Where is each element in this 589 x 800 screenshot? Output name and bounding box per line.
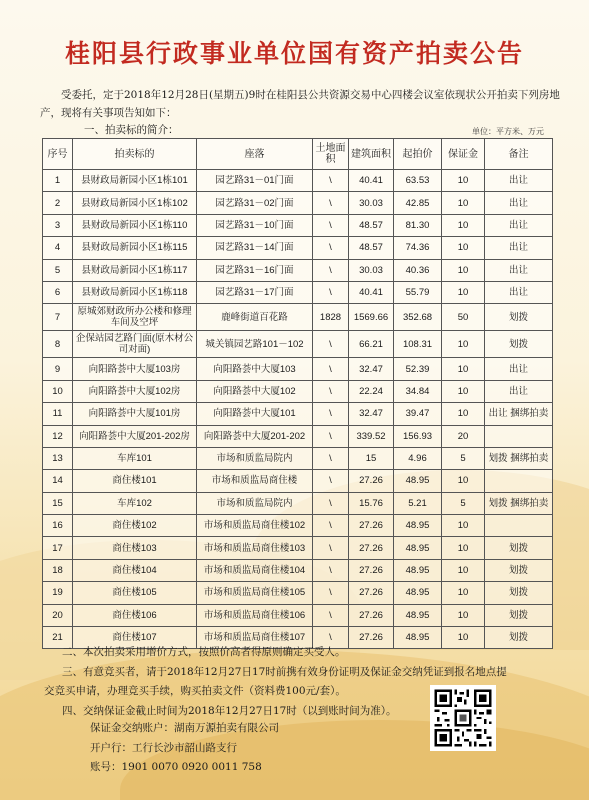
cell-seq: 18: [43, 559, 73, 581]
table-row: [43, 425, 553, 447]
cell-remark: [485, 515, 553, 537]
cell-building-area: 48.57: [349, 237, 394, 259]
note-3-cont: 交竞买申请，办理竞买手续，购买拍卖文件（资料费100元/套）。: [44, 685, 346, 697]
cell-deposit: 10: [442, 237, 485, 259]
cell-land-area: 1828: [313, 304, 349, 331]
cell-deposit: 10: [442, 537, 485, 559]
cell-location: 园艺路31－10门面: [197, 214, 313, 236]
cell-land-area: \: [313, 259, 349, 281]
cell-land-area: \: [313, 331, 349, 358]
cell-item: 县财政局新园小区1栋110: [73, 214, 197, 236]
cell-item: 县财政局新园小区1栋115: [73, 237, 197, 259]
page-title: 桂阳县行政事业单位国有资产拍卖公告: [64, 39, 524, 68]
cell-start-price: 48.95: [394, 604, 442, 626]
cell-item: 县财政局新园小区1栋118: [73, 281, 197, 303]
cell-land-area: \: [313, 470, 349, 492]
unit-note: 单位：平方米、万元: [472, 127, 544, 136]
cell-start-price: 48.95: [394, 537, 442, 559]
cell-start-price: 48.95: [394, 515, 442, 537]
cell-location: 向阳路荟中大厦201-202: [197, 425, 313, 447]
cell-deposit: 10: [442, 627, 485, 649]
table-row: [43, 192, 553, 214]
cell-start-price: 156.93: [394, 425, 442, 447]
cell-building-area: 27.26: [349, 604, 394, 626]
cell-seq: 4: [43, 237, 73, 259]
cell-item: 企保站园艺路门面(原木材公司对面): [73, 331, 197, 358]
qr-code-icon: [430, 685, 496, 751]
cell-seq: 9: [43, 358, 73, 380]
cell-location: 市场和质监局商住楼105: [197, 582, 313, 604]
cell-land-area: \: [313, 492, 349, 514]
intro-paragraph: 受委托，定于2018年12月28日(星期五)9时在桂阳县公共资源交易中心四楼会议室依现状公开拍卖下列房地产，现将有关事项告知如下：: [40, 89, 560, 119]
cell-deposit: 10: [442, 358, 485, 380]
cell-land-area: \: [313, 447, 349, 469]
cell-deposit: 5: [442, 492, 485, 514]
cell-seq: 16: [43, 515, 73, 537]
cell-building-area: 27.26: [349, 582, 394, 604]
cell-location: 市场和质监局商住楼: [197, 470, 313, 492]
cell-start-price: 52.39: [394, 358, 442, 380]
cell-deposit: 10: [442, 470, 485, 492]
header-seq: 序号: [43, 139, 73, 170]
cell-item: 车库101: [73, 447, 197, 469]
cell-location: 市场和质监局商住楼106: [197, 604, 313, 626]
table-row: [43, 170, 553, 192]
cell-seq: 10: [43, 380, 73, 402]
table-row: [43, 470, 553, 492]
cell-deposit: 10: [442, 214, 485, 236]
cell-land-area: \: [313, 170, 349, 192]
table-row: [43, 237, 553, 259]
bank-branch: 开户行：工行长沙市韶山路支行: [90, 741, 237, 754]
cell-building-area: 30.03: [349, 192, 394, 214]
cell-start-price: 48.95: [394, 582, 442, 604]
table-row: [43, 537, 553, 559]
cell-start-price: 63.53: [394, 170, 442, 192]
cell-item: 商住楼104: [73, 559, 197, 581]
header-building-area: 建筑面积: [349, 139, 394, 170]
cell-deposit: 10: [442, 582, 485, 604]
cell-start-price: 48.95: [394, 559, 442, 581]
header-deposit: 保证金: [442, 139, 485, 170]
bank-account: 账号：1901 0070 0920 0011 758: [90, 761, 262, 773]
cell-seq: 6: [43, 281, 73, 303]
cell-land-area: \: [313, 582, 349, 604]
cell-start-price: 48.95: [394, 627, 442, 649]
cell-deposit: 10: [442, 170, 485, 192]
cell-seq: 14: [43, 470, 73, 492]
cell-remark: 划拨: [485, 304, 553, 331]
cell-building-area: 32.47: [349, 358, 394, 380]
cell-start-price: 55.79: [394, 281, 442, 303]
cell-land-area: \: [313, 604, 349, 626]
cell-seq: 5: [43, 259, 73, 281]
table-row: [43, 214, 553, 236]
cell-seq: 20: [43, 604, 73, 626]
table-row: [43, 331, 553, 358]
cell-start-price: 42.85: [394, 192, 442, 214]
cell-location: 市场和质监局商住楼102: [197, 515, 313, 537]
table-row: [43, 515, 553, 537]
cell-item: 商住楼103: [73, 537, 197, 559]
cell-location: 市场和质监局院内: [197, 492, 313, 514]
cell-remark: 出让: [485, 380, 553, 402]
table-row: [43, 447, 553, 469]
cell-location: 向阳路荟中大厦101: [197, 403, 313, 425]
cell-building-area: 48.57: [349, 214, 394, 236]
cell-remark: 出让: [485, 237, 553, 259]
cell-building-area: 1569.66: [349, 304, 394, 331]
header-remark: 备注: [485, 139, 553, 170]
cell-start-price: 34.84: [394, 380, 442, 402]
cell-land-area: \: [313, 537, 349, 559]
cell-location: 园艺路31－16门面: [197, 259, 313, 281]
cell-location: 向阳路荟中大厦103: [197, 358, 313, 380]
cell-building-area: 40.41: [349, 281, 394, 303]
cell-building-area: 22.24: [349, 380, 394, 402]
note-2: 二、本次拍卖采用增价方式，按照价高者得原则确定买受人。: [62, 646, 346, 658]
cell-seq: 1: [43, 170, 73, 192]
cell-start-price: 352.68: [394, 304, 442, 331]
note-3: 三、有意竞买者，请于2018年12月27日17时前携有效身份证明及保证金交纳凭证到报名地点提: [62, 665, 507, 678]
cell-item: 车库102: [73, 492, 197, 514]
cell-deposit: 10: [442, 604, 485, 626]
cell-start-price: 74.36: [394, 237, 442, 259]
cell-land-area: \: [313, 380, 349, 402]
cell-land-area: \: [313, 237, 349, 259]
cell-deposit: 10: [442, 403, 485, 425]
cell-item: 向阳路荟中大厦103房: [73, 358, 197, 380]
cell-item: 商住楼101: [73, 470, 197, 492]
cell-seq: 13: [43, 447, 73, 469]
cell-item: 县财政局新园小区1栋101: [73, 170, 197, 192]
cell-location: 向阳路荟中大厦102: [197, 380, 313, 402]
cell-deposit: 5: [442, 447, 485, 469]
cell-location: 市场和质监局商住楼103: [197, 537, 313, 559]
table-body: [43, 170, 553, 649]
cell-building-area: 27.26: [349, 515, 394, 537]
cell-item: 向阳路荟中大厦101房: [73, 403, 197, 425]
cell-seq: 8: [43, 331, 73, 358]
cell-remark: [485, 425, 553, 447]
cell-remark: 划拨 捆绑拍卖: [485, 447, 553, 469]
cell-deposit: 10: [442, 380, 485, 402]
cell-deposit: 10: [442, 259, 485, 281]
cell-land-area: \: [313, 281, 349, 303]
cell-seq: 7: [43, 304, 73, 331]
cell-deposit: 10: [442, 281, 485, 303]
cell-deposit: 50: [442, 304, 485, 331]
cell-deposit: 20: [442, 425, 485, 447]
cell-seq: 19: [43, 582, 73, 604]
cell-location: 市场和质监局商住楼107: [197, 627, 313, 649]
table-row: [43, 304, 553, 331]
cell-remark: 出让: [485, 259, 553, 281]
cell-building-area: 27.26: [349, 559, 394, 581]
cell-seq: 3: [43, 214, 73, 236]
cell-building-area: 30.03: [349, 259, 394, 281]
header-location: 座落: [197, 139, 313, 170]
cell-building-area: 339.52: [349, 425, 394, 447]
cell-building-area: 32.47: [349, 403, 394, 425]
cell-land-area: \: [313, 192, 349, 214]
cell-remark: 出让 捆绑拍卖: [485, 403, 553, 425]
cell-start-price: 108.31: [394, 331, 442, 358]
cell-remark: 划拨: [485, 537, 553, 559]
lots-table: [42, 138, 553, 649]
cell-seq: 17: [43, 537, 73, 559]
cell-start-price: 5.21: [394, 492, 442, 514]
cell-item: 向阳路荟中大厦201-202房: [73, 425, 197, 447]
cell-start-price: 48.95: [394, 470, 442, 492]
table-row: [43, 358, 553, 380]
cell-location: 园艺路31－17门面: [197, 281, 313, 303]
cell-land-area: \: [313, 559, 349, 581]
cell-building-area: 15.76: [349, 492, 394, 514]
cell-remark: 出让: [485, 192, 553, 214]
cell-item: 商住楼102: [73, 515, 197, 537]
cell-location: 市场和质监局院内: [197, 447, 313, 469]
cell-seq: 2: [43, 192, 73, 214]
cell-land-area: \: [313, 515, 349, 537]
cell-remark: 出让: [485, 358, 553, 380]
cell-location: 市场和质监局商住楼104: [197, 559, 313, 581]
cell-deposit: 10: [442, 559, 485, 581]
cell-item: 商住楼107: [73, 627, 197, 649]
cell-land-area: \: [313, 214, 349, 236]
table-row: [43, 604, 553, 626]
cell-seq: 12: [43, 425, 73, 447]
cell-remark: 划拨: [485, 559, 553, 581]
cell-remark: 出让: [485, 170, 553, 192]
cell-location: 园艺路31－01门面: [197, 170, 313, 192]
cell-remark: 出让: [485, 281, 553, 303]
table-row: [43, 259, 553, 281]
cell-building-area: 27.26: [349, 470, 394, 492]
cell-building-area: 15: [349, 447, 394, 469]
cell-item: 商住楼106: [73, 604, 197, 626]
header-start-price: 起拍价: [394, 139, 442, 170]
cell-remark: 出让: [485, 214, 553, 236]
cell-remark: 划拨: [485, 604, 553, 626]
cell-start-price: 39.47: [394, 403, 442, 425]
table-row: [43, 380, 553, 402]
header-land-area: 土地面积: [313, 139, 349, 170]
cell-remark: 划拨 捆绑拍卖: [485, 492, 553, 514]
bank-payee: 保证金交纳账户：湖南万源拍卖有限公司: [90, 722, 279, 734]
cell-item: 向阳路荟中大厦102房: [73, 380, 197, 402]
cell-location: 园艺路31－14门面: [197, 237, 313, 259]
cell-building-area: 40.41: [349, 170, 394, 192]
table-row: [43, 492, 553, 514]
cell-deposit: 10: [442, 331, 485, 358]
cell-item: 县财政局新园小区1栋117: [73, 259, 197, 281]
cell-deposit: 10: [442, 192, 485, 214]
cell-item: 县财政局新园小区1栋102: [73, 192, 197, 214]
cell-seq: 21: [43, 627, 73, 649]
cell-location: 城关镇园艺路101－102: [197, 331, 313, 358]
section-heading-lots: 一、拍卖标的简介：: [84, 124, 179, 136]
table-row: [43, 582, 553, 604]
cell-remark: [485, 470, 553, 492]
cell-location: 鹿峰街道百花路: [197, 304, 313, 331]
table-row: [43, 403, 553, 425]
cell-remark: 划拨: [485, 331, 553, 358]
table-row: [43, 281, 553, 303]
table-header-row: [43, 139, 553, 170]
cell-start-price: 4.96: [394, 447, 442, 469]
cell-land-area: \: [313, 403, 349, 425]
header-item: 拍卖标的: [73, 139, 197, 170]
cell-building-area: 27.26: [349, 627, 394, 649]
cell-location: 园艺路31－02门面: [197, 192, 313, 214]
cell-seq: 11: [43, 403, 73, 425]
bank-info: [90, 719, 279, 778]
note-4: 四、交纳保证金截止时间为2018年12月27日17时（以到账时间为准）。: [62, 704, 397, 717]
cell-seq: 15: [43, 492, 73, 514]
cell-land-area: \: [313, 627, 349, 649]
cell-start-price: 81.30: [394, 214, 442, 236]
cell-item: 商住楼105: [73, 582, 197, 604]
cell-building-area: 27.26: [349, 537, 394, 559]
cell-building-area: 66.21: [349, 331, 394, 358]
cell-land-area: \: [313, 358, 349, 380]
cell-remark: 划拨: [485, 582, 553, 604]
cell-item: 原城郊财政所办公楼和修理车间及空坪: [73, 304, 197, 331]
cell-deposit: 10: [442, 515, 485, 537]
cell-remark: 划拨: [485, 627, 553, 649]
cell-land-area: \: [313, 425, 349, 447]
table-row: [43, 559, 553, 581]
cell-start-price: 40.36: [394, 259, 442, 281]
